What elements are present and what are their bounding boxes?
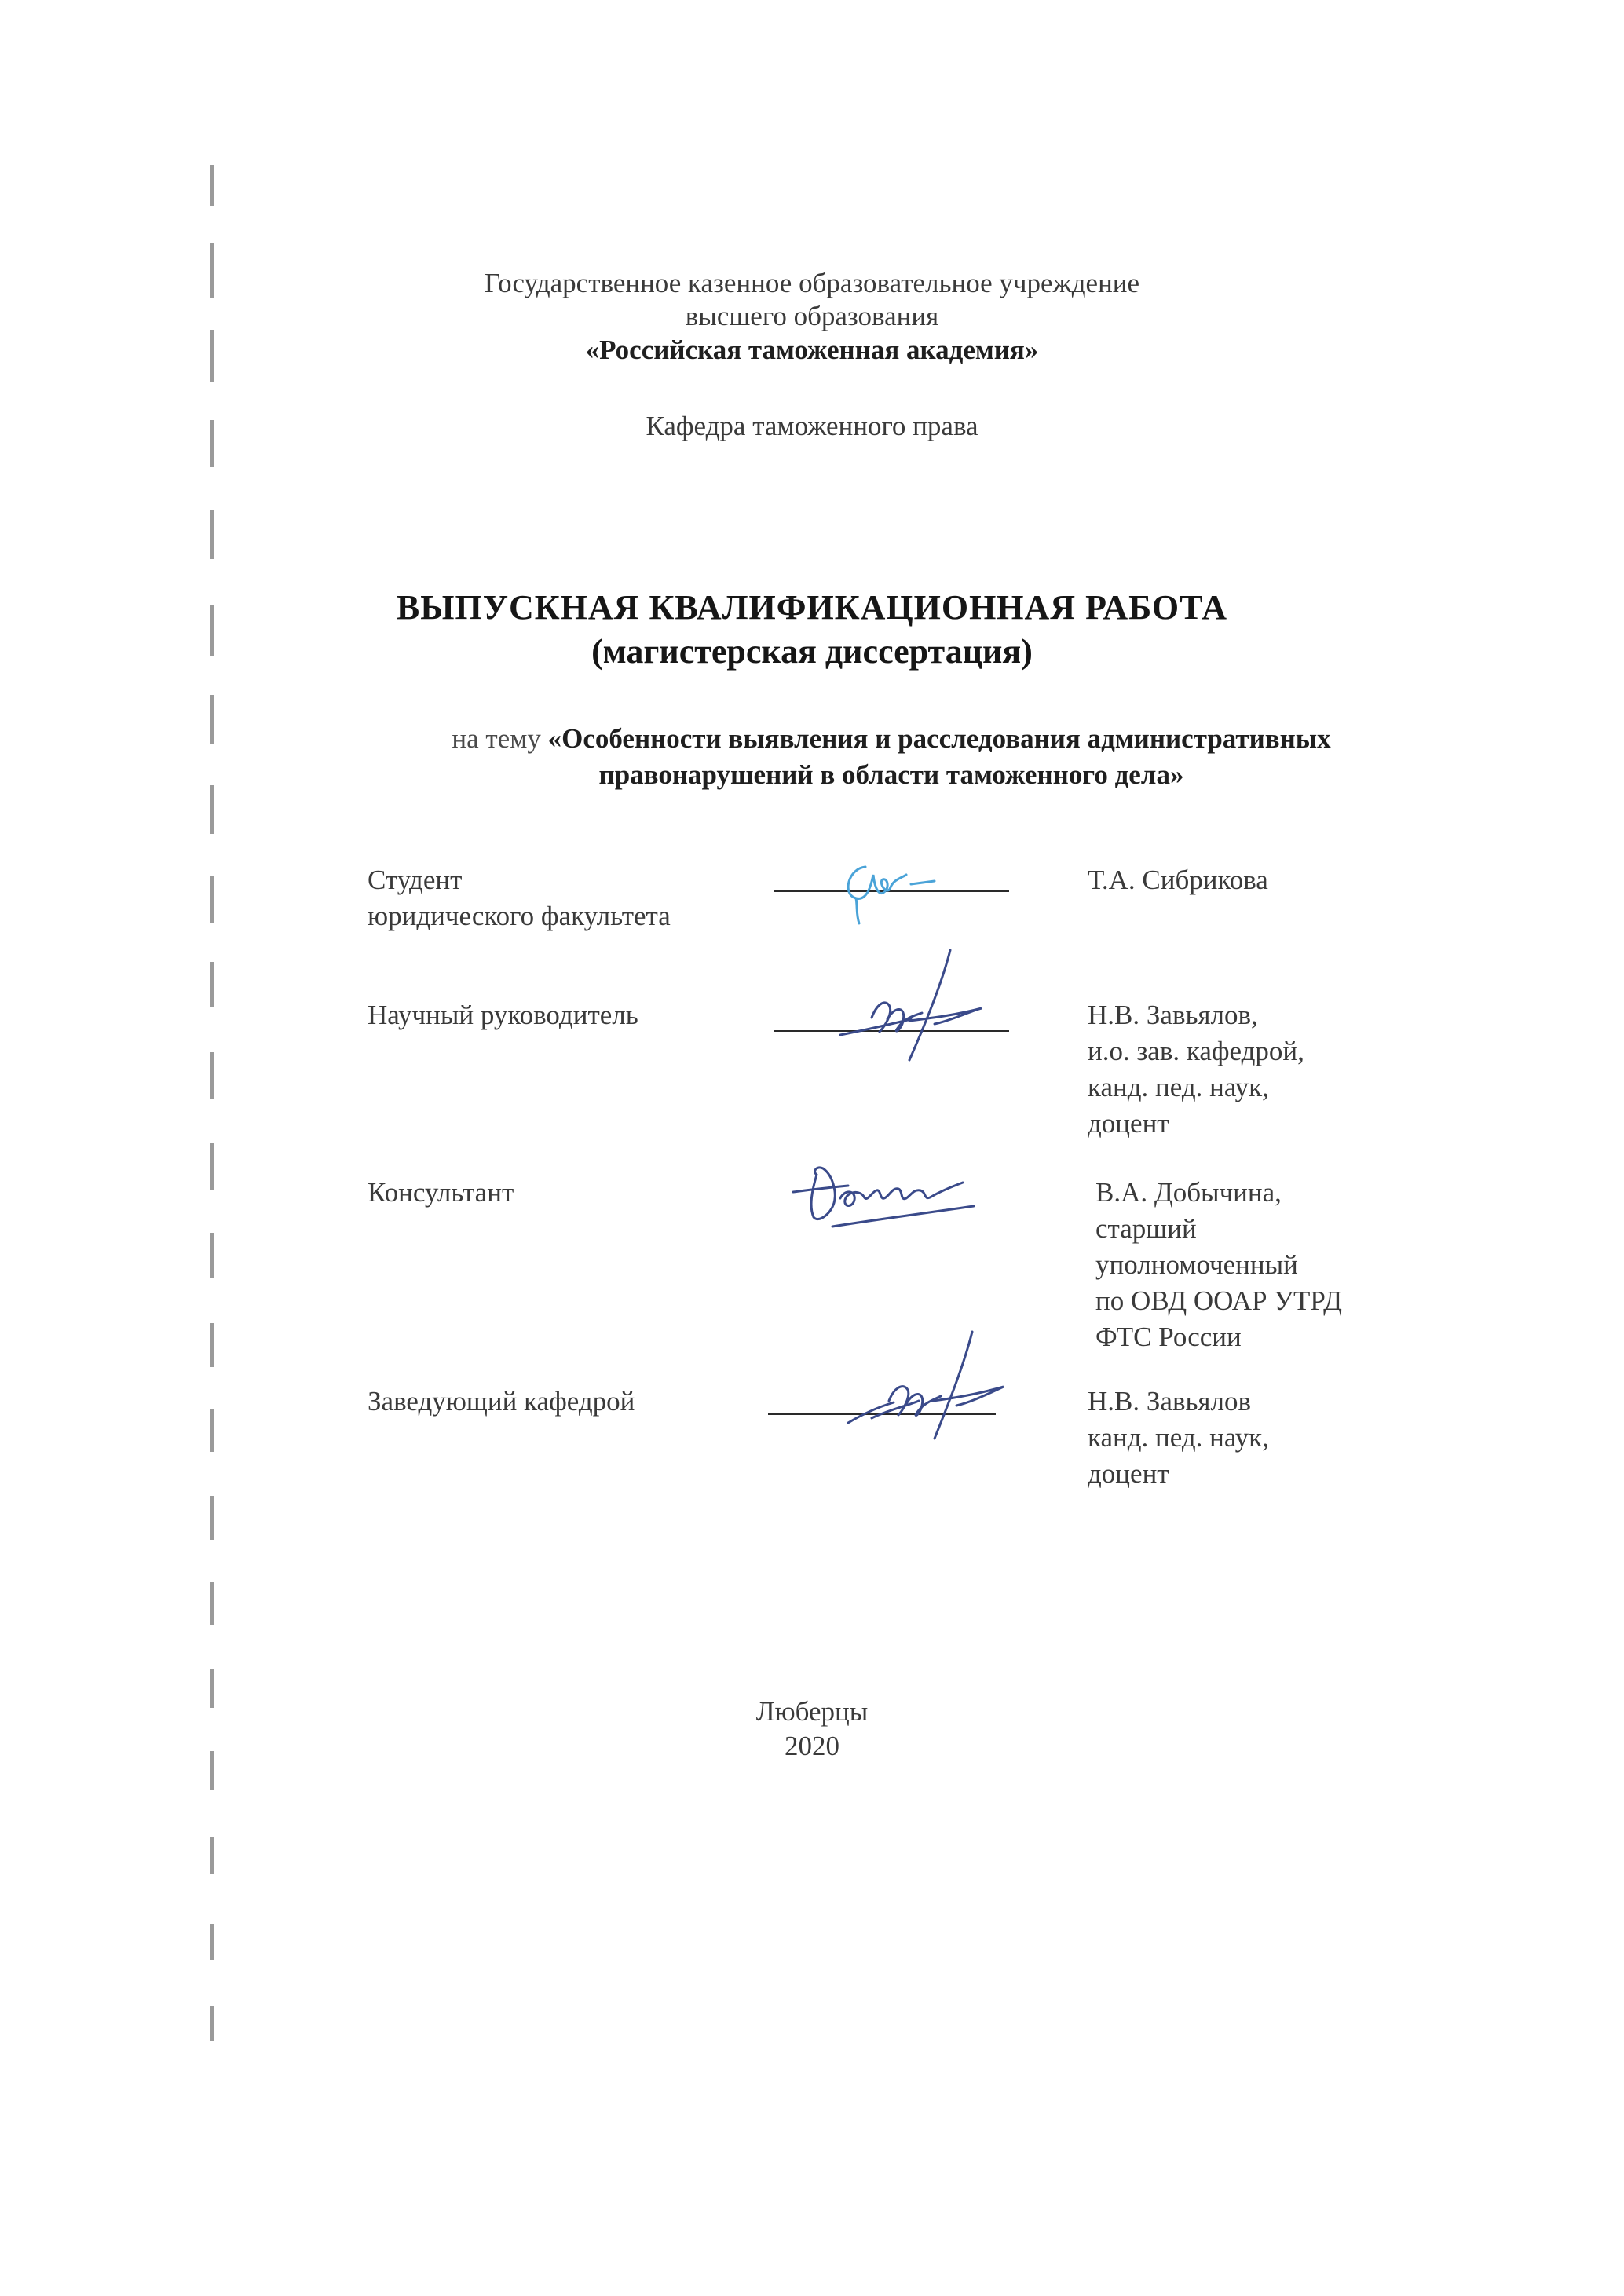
binder-hole-mark (210, 962, 214, 1007)
signature-stroke (848, 867, 906, 923)
person-line: канд. пед. наук, (1088, 1422, 1269, 1453)
role-consultant (368, 1175, 514, 1211)
institution-line2: высшего образования (685, 301, 939, 331)
binder-hole-mark (210, 1323, 214, 1367)
institution-line1: Государственное казенное образовательное учреждение (484, 268, 1140, 298)
role-supervisor (368, 997, 638, 1033)
signature-head (832, 1327, 1021, 1453)
binder-hole-mark (210, 1496, 214, 1540)
binder-hole-mark (210, 695, 214, 744)
role-head (368, 1384, 635, 1420)
person-line: уполномоченный (1095, 1249, 1298, 1280)
binder-hole-mark (210, 876, 214, 923)
role-line: Консультант (368, 1177, 514, 1208)
signature-stroke (911, 881, 935, 884)
topic-prefix: на тему (452, 723, 541, 754)
signature-student (825, 851, 966, 930)
thesis-title-main: ВЫПУСКНАЯ КВАЛИФИКАЦИОННАЯ РАБОТА (396, 588, 1228, 627)
thesis-topic (369, 721, 1414, 793)
role-line: Заведующий кафедрой (368, 1386, 635, 1417)
footer-year: 2020 (785, 1731, 839, 1761)
person-line: доцент (1088, 1108, 1169, 1139)
thesis-title (0, 586, 1624, 674)
footer-city: Люберцы (755, 1696, 869, 1727)
person-line: Н.В. Завьялов, (1088, 1000, 1258, 1030)
person-consultant (1095, 1175, 1342, 1355)
binder-hole-mark (210, 1409, 214, 1452)
binder-hole-mark (210, 510, 214, 559)
role-line: Научный руководитель (368, 1000, 638, 1030)
person-line: Т.А. Сибрикова (1088, 865, 1268, 895)
signature-supervisor (817, 942, 1005, 1068)
footer-block (0, 1695, 1624, 1764)
person-line: старший (1095, 1213, 1197, 1244)
role-line: юридического факультета (368, 901, 671, 931)
department-block (0, 410, 1624, 443)
signature-stroke (793, 1168, 974, 1227)
person-line: В.А. Добычина, (1095, 1177, 1282, 1208)
topic-name-line1: «Особенности выявления и расследования административных (547, 723, 1331, 754)
person-line: канд. пед. наук, (1088, 1072, 1269, 1102)
thesis-title-sub: (магистерская диссертация) (591, 632, 1033, 671)
person-line: ФТС России (1095, 1322, 1242, 1352)
role-student (368, 862, 671, 934)
binder-hole-mark (210, 1143, 214, 1190)
binder-hole-mark (210, 165, 214, 206)
person-supervisor (1088, 997, 1304, 1142)
binder-hole-mark (210, 1924, 214, 1960)
binder-hole-mark (210, 1233, 214, 1278)
binder-hole-mark (210, 785, 214, 834)
department-name: Кафедра таможенного права (646, 411, 978, 441)
institution-header (0, 267, 1624, 367)
signature-consultant (785, 1151, 989, 1245)
topic-name-line2: правонарушений в области таможенного дела» (598, 759, 1184, 790)
person-line: доцент (1088, 1458, 1169, 1489)
person-student (1088, 862, 1268, 898)
binder-hole-mark (210, 1582, 214, 1625)
binder-hole-mark (210, 1052, 214, 1099)
person-line: и.о. зав. кафедрой, (1088, 1036, 1304, 1066)
person-line: Н.В. Завьялов (1088, 1386, 1252, 1417)
signature-stroke (848, 1332, 1004, 1439)
person-head (1088, 1384, 1269, 1492)
role-line: Студент (368, 865, 463, 895)
institution-name: «Российская таможенная академия» (585, 335, 1039, 365)
binder-hole-mark (210, 2006, 214, 2041)
signature-stroke (840, 950, 982, 1060)
person-line: по ОВД ООАР УТРД (1095, 1285, 1343, 1316)
binder-hole-mark (210, 1837, 214, 1874)
